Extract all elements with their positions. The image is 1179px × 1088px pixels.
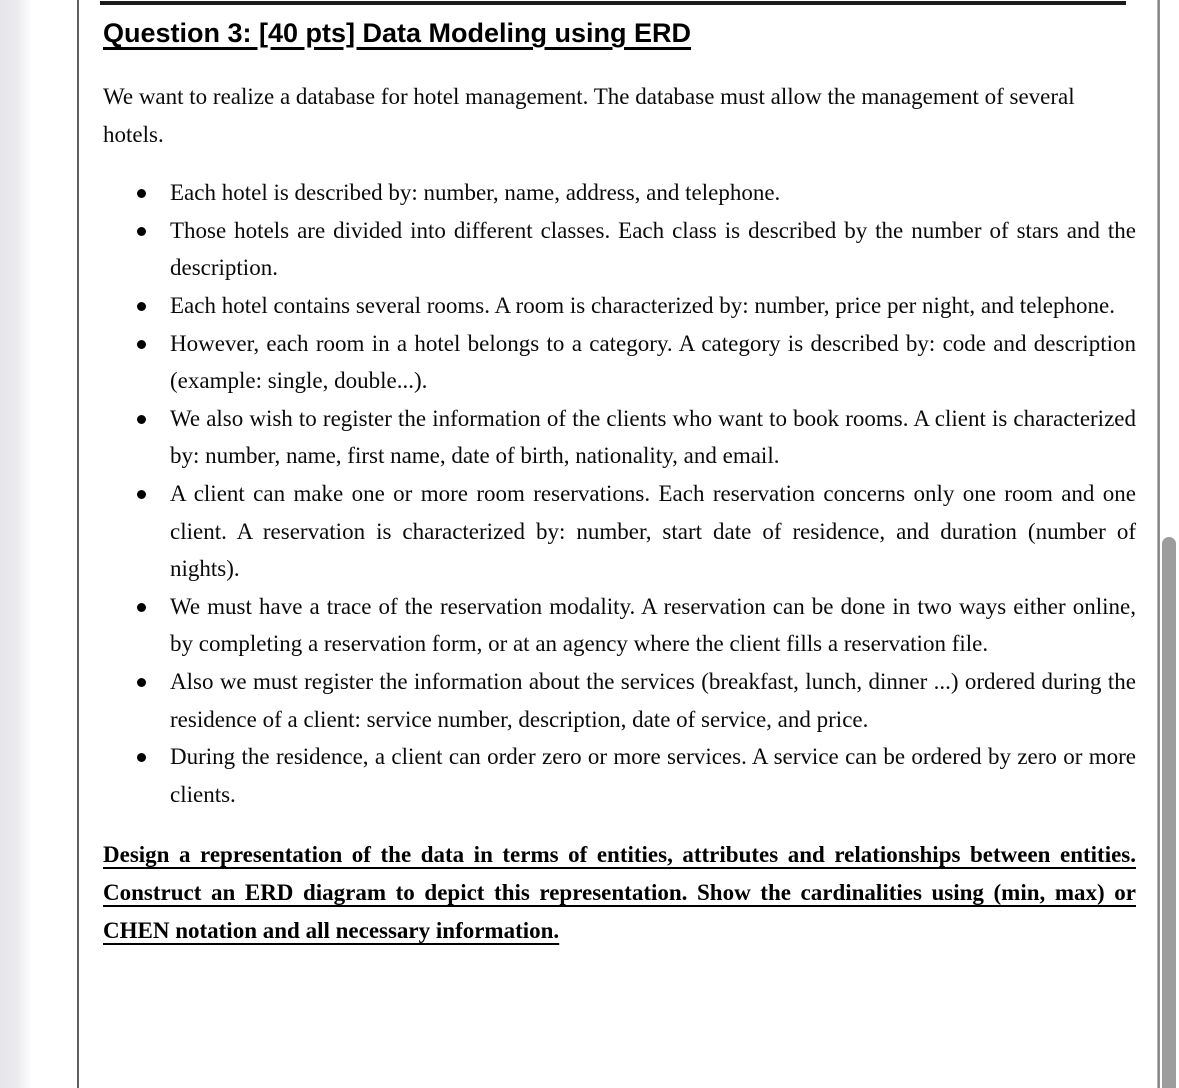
requirements-list: [103, 174, 1136, 813]
bullet-icon: [137, 490, 146, 499]
page-left-border: [77, 0, 79, 1088]
list-item-text: Each hotel is described by: number, name, address, and telephone.: [170, 180, 781, 206]
list-item-text: We must have a trace of the reservation modality. A reservation can be done in two ways either online, by completing a reservation form, or at an agency where the client fills a reservation file.: [170, 593, 1136, 657]
page-right-border: [1157, 0, 1160, 1088]
question-content: [103, 0, 1136, 950]
bullet-icon: [137, 753, 146, 762]
bullet-icon: [137, 415, 146, 424]
bullet-icon: [137, 603, 146, 612]
list-item-text: Those hotels are divided into different classes. Each class is described by the number of stars and the description.: [170, 217, 1136, 281]
list-item: [103, 287, 1136, 325]
question-heading: Question 3: [40 pts] Data Modeling using ERD: [103, 18, 692, 48]
list-item-text: However, each room in a hotel belongs to a category. A category is described by: code and description (example: single, double...).: [170, 330, 1136, 394]
list-item: [103, 738, 1136, 813]
list-item-text: Each hotel contains several rooms. A room is characterized by: number, price per night, and telephone.: [170, 292, 1115, 318]
intro-paragraph: We want to realize a database for hotel management. The database must allow the management of several hotels.: [103, 84, 1075, 147]
list-item: [103, 212, 1136, 287]
list-item: [103, 475, 1136, 588]
scrollbar-thumb[interactable]: [1162, 537, 1176, 1088]
list-item-text: We also wish to register the information of the clients who want to book rooms. A client is characterized by: number, name, first name, date of birth, nationality, and email.: [170, 405, 1136, 469]
list-item: [103, 663, 1136, 738]
page-edge-strip: [0, 0, 30, 1088]
list-item-text: During the residence, a client can order zero or more services. A service can be ordered by zero or more clients.: [170, 744, 1136, 807]
list-item: [103, 325, 1136, 400]
list-item: [103, 588, 1136, 663]
bullet-icon: [137, 678, 146, 687]
list-item-text: A client can make one or more room reservations. Each reservation concerns only one room and one client. A reservation is characterized by: number, start date of residence, and duration (number of nights).: [170, 480, 1136, 582]
bullet-icon: [137, 227, 146, 236]
bullet-icon: [137, 340, 146, 349]
bullet-icon: [137, 302, 146, 311]
task-instruction-paragraph: Design a representation of the data in terms of entities, attributes and relationships between entities. Construct an ERD diagram to depict this representation. Show the cardinalities using (min, max) or CHEN notation and all necessary information.: [103, 842, 1136, 944]
list-item-text: Also we must register the information about the services (breakfast, lunch, dinner ...) ordered during the residence of a client: service number, description, date of service, and price.: [170, 668, 1136, 732]
bullet-icon: [137, 189, 146, 198]
list-item: [103, 400, 1136, 475]
list-item: [103, 174, 1136, 212]
